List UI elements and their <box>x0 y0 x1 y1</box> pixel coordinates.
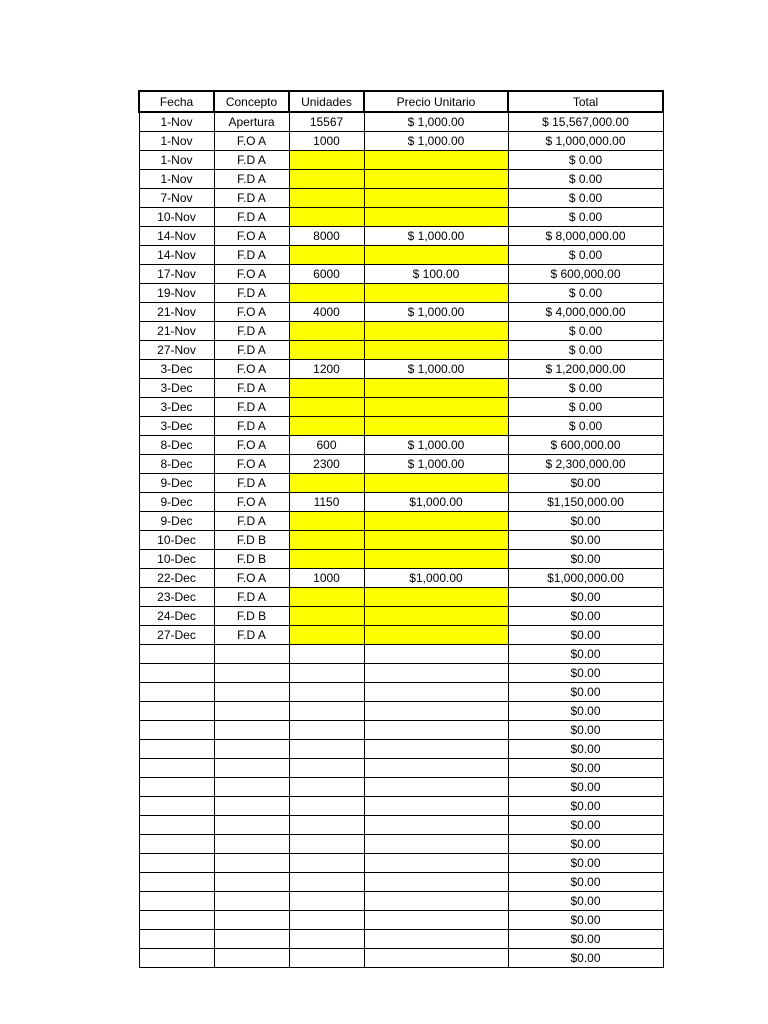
cell-total[interactable]: $ 2,300,000.00 <box>508 455 663 474</box>
table-row <box>139 569 663 588</box>
table-row <box>139 436 663 455</box>
table-body <box>139 112 663 968</box>
header-fecha[interactable]: Fecha <box>139 91 214 112</box>
cell-total[interactable]: $0.00 <box>508 550 663 569</box>
cell-total[interactable]: $0.00 <box>508 835 663 854</box>
cell-unidades[interactable] <box>289 189 364 208</box>
cell-precio-unitario[interactable] <box>364 417 508 436</box>
cell-total[interactable]: $ 0.00 <box>508 170 663 189</box>
cell-precio-unitario[interactable] <box>364 379 508 398</box>
table-row <box>139 379 663 398</box>
cell-fecha[interactable] <box>139 816 214 835</box>
table-row <box>139 474 663 493</box>
cell-unidades[interactable] <box>289 892 364 911</box>
cell-fecha[interactable] <box>139 702 214 721</box>
header-row <box>139 91 663 112</box>
cell-precio-unitario[interactable] <box>364 170 508 189</box>
cell-concepto[interactable] <box>214 797 289 816</box>
cell-concepto[interactable]: F.D A <box>214 398 289 417</box>
cell-concepto[interactable] <box>214 645 289 664</box>
table-row <box>139 284 663 303</box>
cell-total[interactable]: $ 0.00 <box>508 246 663 265</box>
cell-precio-unitario[interactable] <box>364 664 508 683</box>
cell-precio-unitario[interactable] <box>364 626 508 645</box>
cell-fecha[interactable]: 14-Nov <box>139 227 214 246</box>
cell-concepto[interactable] <box>214 816 289 835</box>
cell-total[interactable]: $0.00 <box>508 588 663 607</box>
cell-total[interactable]: $0.00 <box>508 626 663 645</box>
cell-concepto[interactable] <box>214 949 289 968</box>
cell-total[interactable]: $0.00 <box>508 911 663 930</box>
table-row <box>139 398 663 417</box>
cell-total[interactable]: $0.00 <box>508 531 663 550</box>
cell-total[interactable]: $0.00 <box>508 949 663 968</box>
header-unidades[interactable]: Unidades <box>289 91 364 112</box>
cell-unidades[interactable] <box>289 170 364 189</box>
table-row <box>139 664 663 683</box>
cell-unidades[interactable] <box>289 740 364 759</box>
cell-unidades[interactable] <box>289 626 364 645</box>
cell-concepto[interactable] <box>214 930 289 949</box>
table-row <box>139 683 663 702</box>
cell-precio-unitario[interactable]: $1,000.00 <box>364 569 508 588</box>
cell-concepto[interactable]: F.D A <box>214 512 289 531</box>
cell-fecha[interactable] <box>139 664 214 683</box>
cell-unidades[interactable] <box>289 873 364 892</box>
cell-precio-unitario[interactable] <box>364 759 508 778</box>
table-row <box>139 132 663 151</box>
cell-concepto[interactable]: F.D A <box>214 170 289 189</box>
cell-unidades[interactable] <box>289 816 364 835</box>
cell-total[interactable]: $0.00 <box>508 778 663 797</box>
cell-unidades[interactable] <box>289 246 364 265</box>
header-precio-unitario[interactable]: Precio Unitario <box>364 91 508 112</box>
table-row <box>139 778 663 797</box>
cell-total[interactable]: $0.00 <box>508 797 663 816</box>
cell-unidades[interactable]: 15567 <box>289 112 364 132</box>
cell-unidades[interactable] <box>289 398 364 417</box>
ledger-table <box>138 90 664 968</box>
cell-concepto[interactable]: F.D B <box>214 607 289 626</box>
cell-concepto[interactable] <box>214 721 289 740</box>
cell-concepto[interactable] <box>214 683 289 702</box>
cell-concepto[interactable]: F.D A <box>214 417 289 436</box>
cell-precio-unitario[interactable] <box>364 911 508 930</box>
header-total[interactable]: Total <box>508 91 663 112</box>
cell-concepto[interactable] <box>214 664 289 683</box>
cell-concepto[interactable] <box>214 759 289 778</box>
table-row <box>139 949 663 968</box>
cell-precio-unitario[interactable]: $ 1,000.00 <box>364 303 508 322</box>
cell-concepto[interactable]: F.D A <box>214 208 289 227</box>
table-row <box>139 740 663 759</box>
cell-concepto[interactable] <box>214 892 289 911</box>
cell-concepto[interactable]: F.D A <box>214 284 289 303</box>
cell-total[interactable]: $ 0.00 <box>508 189 663 208</box>
cell-concepto[interactable]: Apertura <box>214 112 289 132</box>
table-row <box>139 911 663 930</box>
cell-fecha[interactable]: 10-Dec <box>139 531 214 550</box>
cell-precio-unitario[interactable] <box>364 474 508 493</box>
cell-total[interactable]: $ 600,000.00 <box>508 436 663 455</box>
cell-unidades[interactable] <box>289 835 364 854</box>
cell-fecha[interactable]: 24-Dec <box>139 607 214 626</box>
cell-fecha[interactable]: 9-Dec <box>139 512 214 531</box>
table-row <box>139 892 663 911</box>
cell-precio-unitario[interactable]: $ 1,000.00 <box>364 112 508 132</box>
cell-fecha[interactable]: 22-Dec <box>139 569 214 588</box>
cell-fecha[interactable]: 9-Dec <box>139 474 214 493</box>
cell-unidades[interactable] <box>289 797 364 816</box>
cell-total[interactable]: $0.00 <box>508 645 663 664</box>
cell-fecha[interactable]: 27-Nov <box>139 341 214 360</box>
cell-precio-unitario[interactable]: $ 1,000.00 <box>364 132 508 151</box>
cell-concepto[interactable] <box>214 778 289 797</box>
cell-fecha[interactable]: 17-Nov <box>139 265 214 284</box>
cell-total[interactable]: $ 600,000.00 <box>508 265 663 284</box>
cell-precio-unitario[interactable] <box>364 930 508 949</box>
cell-total[interactable]: $0.00 <box>508 721 663 740</box>
cell-precio-unitario[interactable]: $1,000.00 <box>364 493 508 512</box>
cell-concepto[interactable]: F.D A <box>214 151 289 170</box>
cell-unidades[interactable]: 1000 <box>289 569 364 588</box>
cell-total[interactable]: $0.00 <box>508 474 663 493</box>
table-row <box>139 835 663 854</box>
cell-total[interactable]: $0.00 <box>508 512 663 531</box>
cell-precio-unitario[interactable] <box>364 892 508 911</box>
cell-unidades[interactable] <box>289 322 364 341</box>
cell-precio-unitario[interactable] <box>364 607 508 626</box>
cell-unidades[interactable] <box>289 550 364 569</box>
cell-unidades[interactable] <box>289 759 364 778</box>
table-row <box>139 189 663 208</box>
cell-total[interactable]: $ 0.00 <box>508 284 663 303</box>
cell-unidades[interactable] <box>289 854 364 873</box>
cell-total[interactable]: $0.00 <box>508 702 663 721</box>
cell-precio-unitario[interactable]: $ 1,000.00 <box>364 360 508 379</box>
cell-unidades[interactable] <box>289 607 364 626</box>
cell-fecha[interactable] <box>139 721 214 740</box>
cell-precio-unitario[interactable]: $ 1,000.00 <box>364 436 508 455</box>
cell-concepto[interactable]: F.D A <box>214 246 289 265</box>
table-row <box>139 322 663 341</box>
cell-total[interactable]: $ 1,000,000.00 <box>508 132 663 151</box>
cell-precio-unitario[interactable] <box>364 189 508 208</box>
cell-fecha[interactable]: 3-Dec <box>139 417 214 436</box>
table-row <box>139 873 663 892</box>
cell-total[interactable]: $ 0.00 <box>508 398 663 417</box>
cell-total[interactable]: $ 0.00 <box>508 208 663 227</box>
cell-unidades[interactable] <box>289 683 364 702</box>
cell-fecha[interactable]: 1-Nov <box>139 112 214 132</box>
table-row <box>139 531 663 550</box>
cell-precio-unitario[interactable] <box>364 151 508 170</box>
cell-precio-unitario[interactable] <box>364 341 508 360</box>
table-row <box>139 588 663 607</box>
cell-precio-unitario[interactable] <box>364 208 508 227</box>
cell-concepto[interactable]: F.D B <box>214 550 289 569</box>
cell-precio-unitario[interactable] <box>364 588 508 607</box>
cell-total[interactable]: $ 0.00 <box>508 417 663 436</box>
table-row <box>139 702 663 721</box>
cell-fecha[interactable] <box>139 854 214 873</box>
cell-total[interactable]: $ 0.00 <box>508 341 663 360</box>
table-row <box>139 265 663 284</box>
cell-total[interactable]: $ 0.00 <box>508 151 663 170</box>
cell-precio-unitario[interactable] <box>364 721 508 740</box>
cell-fecha[interactable] <box>139 645 214 664</box>
cell-unidades[interactable] <box>289 702 364 721</box>
cell-concepto[interactable]: F.O A <box>214 455 289 474</box>
cell-concepto[interactable] <box>214 911 289 930</box>
cell-concepto[interactable]: F.O A <box>214 132 289 151</box>
cell-concepto[interactable]: F.D A <box>214 322 289 341</box>
cell-total[interactable]: $ 15,567,000.00 <box>508 112 663 132</box>
table-row <box>139 816 663 835</box>
table-row <box>139 721 663 740</box>
cell-fecha[interactable]: 21-Nov <box>139 303 214 322</box>
table-row <box>139 550 663 569</box>
cell-precio-unitario[interactable] <box>364 284 508 303</box>
cell-fecha[interactable] <box>139 778 214 797</box>
cell-precio-unitario[interactable] <box>364 550 508 569</box>
cell-unidades[interactable]: 1150 <box>289 493 364 512</box>
cell-fecha[interactable]: 8-Dec <box>139 455 214 474</box>
cell-total[interactable]: $0.00 <box>508 607 663 626</box>
cell-concepto[interactable]: F.O A <box>214 227 289 246</box>
cell-concepto[interactable]: F.O A <box>214 436 289 455</box>
cell-unidades[interactable] <box>289 911 364 930</box>
cell-fecha[interactable] <box>139 740 214 759</box>
table-row <box>139 626 663 645</box>
table-row <box>139 645 663 664</box>
cell-unidades[interactable] <box>289 721 364 740</box>
cell-precio-unitario[interactable] <box>364 949 508 968</box>
cell-total[interactable]: $0.00 <box>508 664 663 683</box>
cell-unidades[interactable]: 8000 <box>289 227 364 246</box>
cell-unidades[interactable] <box>289 778 364 797</box>
cell-fecha[interactable] <box>139 873 214 892</box>
cell-precio-unitario[interactable] <box>364 778 508 797</box>
cell-total[interactable]: $0.00 <box>508 930 663 949</box>
cell-precio-unitario[interactable] <box>364 246 508 265</box>
cell-total[interactable]: $0.00 <box>508 740 663 759</box>
cell-fecha[interactable] <box>139 911 214 930</box>
cell-fecha[interactable]: 23-Dec <box>139 588 214 607</box>
cell-unidades[interactable] <box>289 284 364 303</box>
cell-unidades[interactable] <box>289 379 364 398</box>
cell-precio-unitario[interactable] <box>364 854 508 873</box>
cell-unidades[interactable] <box>289 531 364 550</box>
cell-concepto[interactable]: F.O A <box>214 303 289 322</box>
cell-concepto[interactable]: F.O A <box>214 265 289 284</box>
cell-unidades[interactable]: 6000 <box>289 265 364 284</box>
cell-fecha[interactable]: 3-Dec <box>139 379 214 398</box>
cell-concepto[interactable]: F.O A <box>214 493 289 512</box>
cell-total[interactable]: $0.00 <box>508 816 663 835</box>
cell-total[interactable]: $0.00 <box>508 873 663 892</box>
cell-precio-unitario[interactable] <box>364 797 508 816</box>
cell-concepto[interactable]: F.D A <box>214 379 289 398</box>
cell-fecha[interactable]: 3-Dec <box>139 398 214 417</box>
cell-unidades[interactable]: 1000 <box>289 132 364 151</box>
table-row <box>139 208 663 227</box>
cell-concepto[interactable] <box>214 740 289 759</box>
cell-concepto[interactable]: F.D A <box>214 341 289 360</box>
cell-fecha[interactable]: 7-Nov <box>139 189 214 208</box>
cell-fecha[interactable]: 3-Dec <box>139 360 214 379</box>
cell-fecha[interactable]: 9-Dec <box>139 493 214 512</box>
cell-fecha[interactable] <box>139 797 214 816</box>
cell-unidades[interactable]: 1200 <box>289 360 364 379</box>
cell-fecha[interactable]: 10-Dec <box>139 550 214 569</box>
cell-precio-unitario[interactable]: $ 1,000.00 <box>364 227 508 246</box>
cell-unidades[interactable] <box>289 151 364 170</box>
table-row <box>139 759 663 778</box>
cell-fecha[interactable]: 8-Dec <box>139 436 214 455</box>
table-row <box>139 930 663 949</box>
cell-total[interactable]: $ 1,200,000.00 <box>508 360 663 379</box>
cell-fecha[interactable]: 1-Nov <box>139 151 214 170</box>
cell-fecha[interactable] <box>139 835 214 854</box>
cell-unidades[interactable]: 600 <box>289 436 364 455</box>
cell-unidades[interactable] <box>289 930 364 949</box>
cell-precio-unitario[interactable] <box>364 816 508 835</box>
cell-precio-unitario[interactable] <box>364 683 508 702</box>
cell-concepto[interactable]: F.D A <box>214 588 289 607</box>
cell-concepto[interactable] <box>214 854 289 873</box>
cell-fecha[interactable] <box>139 930 214 949</box>
cell-fecha[interactable] <box>139 759 214 778</box>
cell-unidades[interactable] <box>289 664 364 683</box>
cell-unidades[interactable] <box>289 949 364 968</box>
cell-total[interactable]: $0.00 <box>508 683 663 702</box>
cell-unidades[interactable] <box>289 208 364 227</box>
cell-fecha[interactable]: 14-Nov <box>139 246 214 265</box>
cell-concepto[interactable] <box>214 702 289 721</box>
table-row <box>139 455 663 474</box>
cell-total[interactable]: $ 0.00 <box>508 379 663 398</box>
cell-unidades[interactable] <box>289 417 364 436</box>
cell-precio-unitario[interactable] <box>364 322 508 341</box>
cell-precio-unitario[interactable]: $ 100.00 <box>364 265 508 284</box>
cell-precio-unitario[interactable] <box>364 398 508 417</box>
cell-precio-unitario[interactable] <box>364 531 508 550</box>
cell-fecha[interactable] <box>139 683 214 702</box>
cell-concepto[interactable]: F.D A <box>214 626 289 645</box>
cell-total[interactable]: $0.00 <box>508 892 663 911</box>
cell-fecha[interactable]: 21-Nov <box>139 322 214 341</box>
table-row <box>139 607 663 626</box>
cell-unidades[interactable]: 2300 <box>289 455 364 474</box>
table-row <box>139 360 663 379</box>
cell-total[interactable]: $1,000,000.00 <box>508 569 663 588</box>
cell-precio-unitario[interactable] <box>364 512 508 531</box>
table-row <box>139 246 663 265</box>
cell-concepto[interactable]: F.D A <box>214 189 289 208</box>
cell-concepto[interactable]: F.O A <box>214 569 289 588</box>
cell-unidades[interactable]: 4000 <box>289 303 364 322</box>
cell-fecha[interactable]: 19-Nov <box>139 284 214 303</box>
table-row <box>139 417 663 436</box>
cell-total[interactable]: $1,150,000.00 <box>508 493 663 512</box>
cell-concepto[interactable]: F.D A <box>214 474 289 493</box>
cell-total[interactable]: $ 0.00 <box>508 322 663 341</box>
cell-total[interactable]: $ 8,000,000.00 <box>508 227 663 246</box>
table-row <box>139 303 663 322</box>
cell-total[interactable]: $0.00 <box>508 854 663 873</box>
table-row <box>139 170 663 189</box>
header-concepto[interactable]: Concepto <box>214 91 289 112</box>
cell-unidades[interactable] <box>289 588 364 607</box>
cell-fecha[interactable]: 27-Dec <box>139 626 214 645</box>
cell-fecha[interactable]: 1-Nov <box>139 170 214 189</box>
cell-total[interactable]: $ 4,000,000.00 <box>508 303 663 322</box>
cell-unidades[interactable] <box>289 645 364 664</box>
cell-fecha[interactable]: 1-Nov <box>139 132 214 151</box>
cell-concepto[interactable] <box>214 835 289 854</box>
cell-concepto[interactable]: F.D B <box>214 531 289 550</box>
cell-precio-unitario[interactable] <box>364 835 508 854</box>
cell-precio-unitario[interactable] <box>364 702 508 721</box>
table-row <box>139 151 663 170</box>
table-row <box>139 227 663 246</box>
cell-unidades[interactable] <box>289 341 364 360</box>
cell-total[interactable]: $0.00 <box>508 759 663 778</box>
table-row <box>139 854 663 873</box>
cell-precio-unitario[interactable]: $ 1,000.00 <box>364 455 508 474</box>
cell-unidades[interactable] <box>289 474 364 493</box>
cell-precio-unitario[interactable] <box>364 740 508 759</box>
table-row <box>139 341 663 360</box>
cell-concepto[interactable] <box>214 873 289 892</box>
table-row <box>139 112 663 132</box>
cell-unidades[interactable] <box>289 512 364 531</box>
cell-fecha[interactable] <box>139 892 214 911</box>
cell-fecha[interactable]: 10-Nov <box>139 208 214 227</box>
cell-precio-unitario[interactable] <box>364 873 508 892</box>
table-row <box>139 797 663 816</box>
cell-precio-unitario[interactable] <box>364 645 508 664</box>
cell-fecha[interactable] <box>139 949 214 968</box>
table-row <box>139 512 663 531</box>
cell-concepto[interactable]: F.O A <box>214 360 289 379</box>
table-row <box>139 493 663 512</box>
